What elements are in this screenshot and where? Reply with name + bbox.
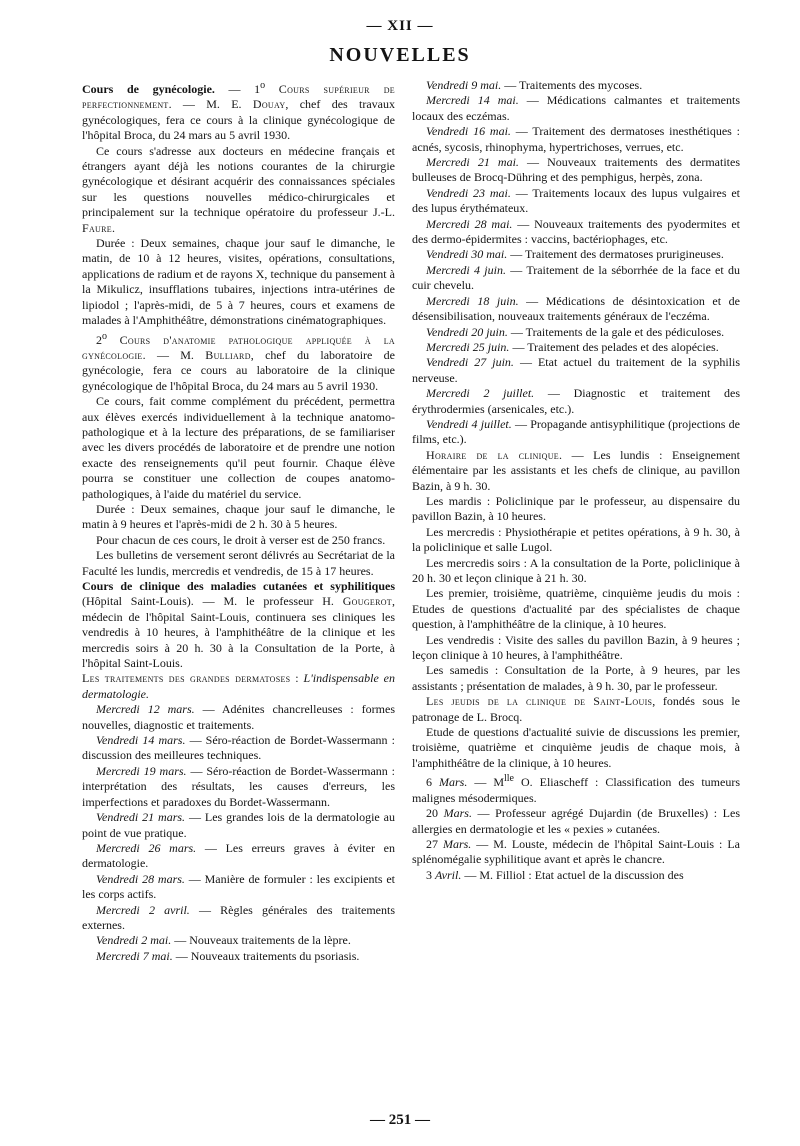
left-paragraph: Mercredi 2 avril. — Règles générales des traitements externes. xyxy=(82,902,395,932)
right-paragraph: Les vendredis : Visite des salles du pavillon Bazin, à 9 heures ; leçon clinique à 10 heures, à l'amphithéâtre. xyxy=(412,632,740,663)
right-paragraph: Les mardis : Policlinique par le professeur, au dispensaire du pavillon Bazin, à 10 heures. xyxy=(412,493,740,524)
right-paragraph: Les jeudis de la clinique de Saint-Louis, fondés sous le patronage de L. Brocq. xyxy=(412,694,740,724)
right-paragraph: Les samedis : Consultation de la Porte, à 9 heures, par les assistants ; présentation de malades, à 9 h. 30, par le professeur. xyxy=(412,663,740,693)
right-paragraph: 3 Avril. — M. Filliol : Etat actuel de la discussion des xyxy=(426,867,684,882)
right-paragraph: Mercredi 28 mai. — Nouveaux traitements des pyodermites et des dermo-épidermites : vaccins, bactériophages, etc. xyxy=(412,216,740,247)
right-paragraph: Mercredi 14 mai. — Médications calmantes et traitements locaux des eczémas. xyxy=(412,93,740,123)
left-paragraph: Les bulletins de versement seront délivrés au Secrétariat de la Faculté les lundis, mercredis et vendredis, de 15 à 17 heures. xyxy=(82,548,395,578)
page-header: — XII — xyxy=(366,18,434,34)
page-number: — 251 — xyxy=(370,1112,430,1128)
left-paragraph: Pour chacun de ces cours, le droit à verser est de 250 francs. xyxy=(96,532,386,547)
right-paragraph: Vendredi 27 juin. — Etat actuel du traitement de la syphilis nerveuse. xyxy=(412,355,740,385)
right-paragraph: Mercredi 21 mai. — Nouveaux traitements des dermatites bulleuses de Brocq-Dühring et des pemphigus, herpès, zona. xyxy=(412,155,740,185)
right-paragraph: Vendredi 9 mai. — Traitements des mycoses. xyxy=(426,78,643,92)
left-paragraph: Vendredi 28 mars. — Manière de formuler : les excipients et les corps actifs. xyxy=(82,871,395,902)
right-paragraph: Les premier, troisième, quatrième, cinquième jeudis du mois : Etudes de questions d'actualité par des spécialistes de chaque question, à l'amphithéâtre de la clinique, à 10 heures. xyxy=(412,586,740,632)
right-paragraph: Vendredi 4 juillet. — Propagande antisyphilitique (projections de films, etc.). xyxy=(412,416,740,447)
left-paragraph: Mercredi 7 mai. — Nouveaux traitements du psoriasis. xyxy=(96,948,360,963)
left-paragraph: Mercredi 26 mars. — Les erreurs graves à éviter en dermatologie. xyxy=(82,840,395,871)
left-paragraph: Vendredi 21 mars. — Les grandes lois de la dermatologie au point de vue pratique. xyxy=(82,810,396,840)
right-paragraph: Mercredi 4 juin. — Traitement de la séborrhée de la face et du cuir chevelu. xyxy=(412,262,740,293)
right-paragraph: Les mercredis : Physiothérapie et petites opérations, à 9 h. 30, à la policlinique et salle Lugol. xyxy=(412,524,740,555)
right-paragraph: Mercredi 18 juin. — Médications de désintoxication et de désensibilisation, nouveaux traitements généraux de l'eczéma. xyxy=(412,293,740,324)
left-paragraph: Cours de gynécologie. — 1$^o$ Cours supérieur de perfectionnement. — M. E. Douay, chef des travaux gynécologiques, fera ce cours à la clinique gynécologique de l'hôpital Broca, du 24 mars au 5 avril 1930. xyxy=(82,80,395,143)
right-paragraph: Vendredi 23 mai. — Traitements locaux des lupus vulgaires et des lupus érythémateux. xyxy=(412,185,740,216)
left-paragraph: Vendredi 14 mars. — Séro-réaction de Bordet-Wassermann : discussion des meilleures techniques. xyxy=(82,733,395,763)
left-paragraph: Ce cours, fait comme complément du précédent, permettra aux élèves exercés individuellement à la technique anatomo-pathologique et à la lecture des préparations, de se familiariser avec les divers procédés de laboratoire et de prendre une notion exacte des renseignements qu'il peut fournir. Chaque élève pourra se constituer une collection de coupes anatomo-pathologiques, à l'aide du matériel du service. xyxy=(82,394,395,501)
left-paragraph: Vendredi 2 mai. — Nouveaux traitements de la lèpre. xyxy=(96,933,351,948)
right-column xyxy=(412,78,740,883)
right-paragraph: Horaire de la clinique. — Les lundis : Enseignement élémentaire par les assistants et les chefs de clinique, au pavillon Bazin, à 9 h. 30. xyxy=(412,447,740,493)
right-paragraph: Vendredi 20 juin. — Traitements de la gale et des pédiculoses. xyxy=(426,324,725,339)
left-paragraph: Durée : Deux semaines, chaque jour sauf le dimanche, le matin à 9 heures et l'après-midi de 2 h. 30 à 5 heures. xyxy=(82,501,395,532)
left-paragraph: Les traitements des grandes dermatoses : L'indispensable en dermatologie. xyxy=(82,671,395,701)
left-paragraph: Cours de clinique des maladies cutanées et syphilitiques (Hôpital Saint-Louis). — M. le professeur H. Gougerot, médecin de l'hôpital Saint-Louis, continuera ses cliniques les vendredis à 10 heures, à l'amphithéâtre de la clinique et les mercredis soirs à 20 h. 30 à la Consultation de la Porte, à l'hôpital Saint-Louis. xyxy=(82,579,395,671)
right-paragraph: Vendredi 16 mai. — Traitement des dermatoses inesthétiques : acnés, sycosis, rhinophyma, hypertrichoses, verrues, etc. xyxy=(412,124,740,154)
left-paragraph: Mercredi 19 mars. — Séro-réaction de Bordet-Wassermann : interprétation des résultats, les causes d'erreurs, les imperfections et paradoxes du Bordet-Wassermann. xyxy=(82,763,396,809)
right-paragraph: Mercredi 25 juin. — Traitement des pelades et des alopécies. xyxy=(426,339,719,354)
left-column xyxy=(82,78,395,964)
left-paragraph: 2$^o$ Cours d'anatomie pathologique appliquée à la gynécologie. — M. Bulliard, chef du laboratoire de gynécologie, fera ce cours au laboratoire de la clinique gynécologique de l'hôpital Broca, du 24 mars au 5 avril 1930. xyxy=(82,330,396,393)
left-paragraph: Ce cours s'adresse aux docteurs en médecine français et étrangers ayant déjà les notions courantes de la chirurgie gynécologique et désirant acquérir des connaissances spéciales sur les questions nouvelles médico-chirurgicales et principalement sur la technique opératoire du professeur J.-L. Faure. xyxy=(82,143,395,235)
left-paragraph: Durée : Deux semaines, chaque jour sauf le dimanche, le matin, de 10 à 12 heures, visites, opérations, consultations, applications de radium et de rayons X, technique du pansement à la Mikulicz, insufflations tubaires, injections intra-utérines de lipiodol ; l'après-midi, de 5 à 7 heures, cours et examens de malades à l'Amphithéâtre, démonstrations cinématographiques. xyxy=(82,236,395,328)
right-paragraph: Les mercredis soirs : A la consultation de la Porte, policlinique à 20 h. 30 et leçon clinique à 21 h. 30. xyxy=(412,555,740,585)
left-paragraph: Mercredi 12 mars. — Adénites chancrelleuses : formes nouvelles, diagnostic et traitements. xyxy=(82,702,395,732)
right-paragraph: Mercredi 2 juillet. — Diagnostic et traitement des érythrodermies (arsenicales, etc.). xyxy=(412,386,740,416)
right-paragraph: 27 Mars. — M. Louste, médecin de l'hôpital Saint-Louis : La splénomégalie syphilitique avant et après le chancre. xyxy=(412,836,740,867)
section-title: NOUVELLES xyxy=(329,44,471,66)
right-paragraph: Vendredi 30 mai. — Traitement des dermatoses prurigineuses. xyxy=(426,247,724,262)
right-paragraph: Etude de questions d'actualité suivie de discussions les premier, troisième, quatrième et cinquième jeudis de chaque mois, à l'amphithéâtre de la clinique, à 10 heures. xyxy=(412,725,740,770)
right-paragraph: 6 Mars. — $M^{lle}$ O. Eliascheff : Classification des tumeurs malignes mésodermiques. xyxy=(412,773,741,805)
right-paragraph: 20 Mars. — Professeur agrégé Dujardin (de Bruxelles) : Les allergies en dermatologie et les « pexies » cutanées. xyxy=(412,806,740,836)
